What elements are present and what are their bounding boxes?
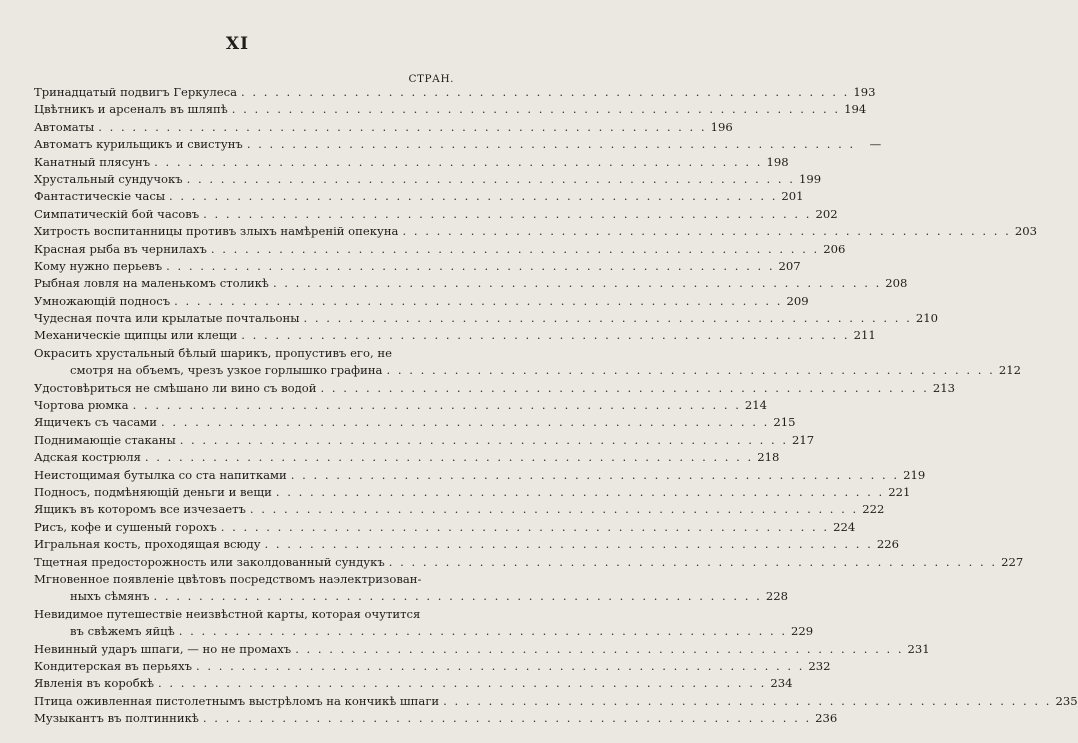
toc-page-number: 226 [876, 537, 899, 552]
toc-page-number: 228 [765, 589, 788, 604]
toc-page-number: 234 [770, 676, 793, 691]
toc-entry [34, 519, 856, 536]
toc-entry [34, 414, 796, 431]
toc-entry [34, 710, 838, 727]
toc-page-number: 198 [766, 154, 789, 169]
toc-page-number: 207 [778, 258, 801, 273]
dot-leader: . . . . . . . . . . . . . . . . . . . . . . . . . . . . . . . . . . . . . . . . . . . . . . . . . . . . . . [241, 328, 850, 343]
dot-leader: . . . . . . . . . . . . . . . . . . . . . . . . . . . . . . . . . . . . . . . . . . . . . . . . . . . . . . [290, 467, 900, 482]
toc-entry-title: Фантастическіе часы [34, 189, 166, 204]
dot-leader: . . . . . . . . . . . . . . . . . . . . . . . . . . . . . . . . . . . . . . . . . . . . . . . . . . . . . . [153, 589, 762, 604]
toc-entry-title: Адская кострюля [34, 450, 141, 465]
dot-leader: . . . . . . . . . . . . . . . . . . . . . . . . . . . . . . . . . . . . . . . . . . . . . . . . . . . . . . [264, 537, 873, 552]
toc-entry-title: Ящикъ въ которомъ все изчезаетъ [34, 502, 246, 517]
dot-leader: . . . . . . . . . . . . . . . . . . . . . . . . . . . . . . . . . . . . . . . . . . . . . . . . . . . . . . [249, 502, 859, 517]
toc-entry-title: Музыкантъ въ полтинникѣ [34, 711, 199, 726]
dot-leader: . . . . . . . . . . . . . . . . . . . . . . . . . . . . . . . . . . . . . . . . . . . . . . . . . . . . . . [246, 137, 856, 152]
toc-entry-title-line1: Мгновенное появленіе цвѣтовъ посредствомъ наэлектризован- [34, 571, 422, 586]
toc-entry [34, 345, 1021, 380]
toc-entry [34, 171, 822, 188]
toc-page-number: 236 [815, 711, 838, 726]
dot-leader: . . . . . . . . . . . . . . . . . . . . . . . . . . . . . . . . . . . . . . . . . . . . . . . . . . . . . . [154, 154, 763, 169]
toc-entry-title: Механическіе щипцы или клещи [34, 328, 238, 343]
toc-page-number: 193 [853, 85, 876, 99]
toc-entry-title: Ящичекъ съ часами [34, 415, 157, 430]
dot-leader: . . . . . . . . . . . . . . . . . . . . . . . . . . . . . . . . . . . . . . . . . . . . . . . . . . . . . . [210, 241, 820, 256]
dot-leader: . . . . . . . . . . . . . . . . . . . . . . . . . . . . . . . . . . . . . . . . . . . . . . . . . . . . . . [272, 276, 882, 291]
toc-entry [34, 154, 789, 171]
toc-entry-title: Неистощимая бутылка со ста напитками [34, 467, 287, 482]
toc-entry-title: Рисъ, кофе и сушеный горохъ [34, 519, 217, 534]
dot-leader: . . . . . . . . . . . . . . . . . . . . . . . . . . . . . . . . . . . . . . . . . . . . . . . . . . . . . . [161, 415, 770, 430]
dot-leader: . . . . . . . . . . . . . . . . . . . . . . . . . . . . . . . . . . . . . . . . . . . . . . . . . . . . . . [203, 206, 812, 221]
toc-entry-title-line1: Окрасить хрустальный бѣлый шарикъ, пропустивъ его, не [34, 345, 392, 360]
toc-page-number: 206 [823, 241, 846, 256]
toc-entry [34, 293, 809, 310]
toc-page-number: 221 [888, 484, 911, 499]
toc-entry-title: Тринадцатый подвигъ Геркулеса [34, 85, 237, 99]
dot-leader: . . . . . . . . . . . . . . . . . . . . . . . . . . . . . . . . . . . . . . . . . . . . . . . . . . . . . . [196, 658, 805, 673]
toc-entry-title-line2: ныхъ сѣмянъ [70, 589, 150, 604]
toc-entry-title: Удостовѣриться не смѣшано ли вино съ водой [34, 380, 317, 395]
toc-entry [34, 449, 780, 466]
toc-entry [34, 675, 793, 692]
page-number-roman: XI [225, 34, 250, 54]
toc-entry-title: Чортова рюмка [34, 398, 129, 413]
toc-entry-title-line2: въ свѣжемъ яйцѣ [70, 624, 175, 639]
dot-leader: . . . . . . . . . . . . . . . . . . . . . . . . . . . . . . . . . . . . . . . . . . . . . . . . . . . . . . [179, 432, 789, 447]
toc-entry [34, 397, 768, 414]
table-of-contents [34, 84, 1078, 727]
toc-page-number: 217 [792, 432, 815, 447]
dot-leader: . . . . . . . . . . . . . . . . . . . . . . . . . . . . . . . . . . . . . . . . . . . . . . . . . . . . . . [402, 224, 1011, 239]
toc-entry [34, 380, 955, 397]
toc-entry [34, 467, 926, 484]
dot-leader: . . . . . . . . . . . . . . . . . . . . . . . . . . . . . . . . . . . . . . . . . . . . . . . . . . . . . . [240, 85, 850, 99]
toc-page-number: 210 [915, 311, 938, 326]
toc-page-number: 203 [1014, 224, 1037, 239]
toc-page-number: 218 [757, 450, 780, 465]
toc-entry-title: Автоматы [34, 119, 95, 134]
dot-leader: . . . . . . . . . . . . . . . . . . . . . . . . . . . . . . . . . . . . . . . . . . . . . . . . . . . . . . [132, 398, 741, 413]
toc-entry [34, 327, 876, 344]
toc-entry [34, 188, 804, 205]
toc-page-number: 224 [833, 519, 856, 534]
dot-leader: . . . . . . . . . . . . . . . . . . . . . . . . . . . . . . . . . . . . . . . . . . . . . . . . . . . . . . [443, 693, 1052, 708]
toc-entry [34, 84, 876, 101]
toc-page-number: 199 [798, 171, 822, 186]
dot-leader: . . . . . . . . . . . . . . . . . . . . . . . . . . . . . . . . . . . . . . . . . . . . . . . . . . . . . . [220, 519, 830, 534]
toc-entry-title: Умножающій подносъ [34, 293, 171, 308]
toc-entry-title: Красная рыба въ чернилахъ [34, 241, 207, 256]
toc-entry-title: Явленія въ коробкѣ [34, 676, 154, 691]
toc-entry-title: Подносъ, подмѣняющій деньги и вещи [34, 484, 272, 499]
toc-entry [34, 119, 733, 136]
dot-leader: . . . . . . . . . . . . . . . . . . . . . . . . . . . . . . . . . . . . . . . . . . . . . . . . . . . . . . [303, 311, 912, 326]
toc-page-number: 202 [815, 206, 838, 221]
dot-leader: . . . . . . . . . . . . . . . . . . . . . . . . . . . . . . . . . . . . . . . . . . . . . . . . . . . . . . [178, 624, 788, 639]
toc-entry-title: Цвѣтникъ и арсеналъ въ шляпѣ [34, 102, 228, 117]
dot-leader: . . . . . . . . . . . . . . . . . . . . . . . . . . . . . . . . . . . . . . . . . . . . . . . . . . . . . . [186, 171, 795, 186]
dot-leader: . . . . . . . . . . . . . . . . . . . . . . . . . . . . . . . . . . . . . . . . . . . . . . . . . . . . . . [202, 711, 812, 726]
toc-entry-title: Кому нужно перьевъ [34, 258, 163, 273]
dot-leader: . . . . . . . . . . . . . . . . . . . . . . . . . . . . . . . . . . . . . . . . . . . . . . . . . . . . . . [98, 119, 707, 134]
dot-leader: . . . . . . . . . . . . . . . . . . . . . . . . . . . . . . . . . . . . . . . . . . . . . . . . . . . . . . [231, 102, 841, 117]
toc-entry [34, 275, 908, 292]
toc-page-number: 212 [998, 363, 1021, 378]
dot-leader: . . . . . . . . . . . . . . . . . . . . . . . . . . . . . . . . . . . . . . . . . . . . . . . . . . . . . . [275, 484, 885, 499]
toc-page-number: 222 [862, 502, 885, 517]
toc-entry [34, 484, 911, 501]
toc-entry-title: Поднимающіе стаканы [34, 432, 176, 447]
dot-leader: . . . . . . . . . . . . . . . . . . . . . . . . . . . . . . . . . . . . . . . . . . . . . . . . . . . . . . [158, 676, 767, 691]
dot-leader: . . . . . . . . . . . . . . . . . . . . . . . . . . . . . . . . . . . . . . . . . . . . . . . . . . . . . . [320, 380, 929, 395]
dot-leader: . . . . . . . . . . . . . . . . . . . . . . . . . . . . . . . . . . . . . . . . . . . . . . . . . . . . . . [174, 293, 783, 308]
toc-page-number: 209 [786, 293, 809, 308]
toc-page-number: 215 [773, 415, 796, 430]
page-column-header: СТРАН. [408, 73, 454, 85]
toc-entry-title: Рыбная ловля на маленькомъ столикѣ [34, 276, 269, 291]
toc-entry-title: Чудесная почта или крылатые почтальоны [34, 311, 300, 326]
toc-entry [34, 606, 814, 641]
toc-page-number: 196 [710, 119, 733, 134]
toc-entry [34, 554, 1024, 571]
toc-entry-title: Кондитерская въ перьяхъ [34, 658, 193, 673]
toc-entry-title: Игральная кость, проходящая всюду [34, 537, 261, 552]
toc-entry-title-line2: смотря на объемъ, чрезъ узкое горлышко графина [70, 363, 383, 378]
toc-page-number: 219 [903, 467, 926, 482]
toc-page-number: — [869, 137, 882, 152]
toc-entry [34, 101, 867, 118]
toc-page-number: 231 [907, 641, 930, 656]
toc-entry [34, 641, 930, 658]
toc-entry-title-line1: Невидимое путешествіе неизвѣстной карты, которая очутится [34, 606, 421, 621]
dot-leader: . . . . . . . . . . . . . . . . . . . . . . . . . . . . . . . . . . . . . . . . . . . . . . . . . . . . . . [295, 641, 904, 656]
toc-entry-title: Канатный плясунъ [34, 154, 151, 169]
toc-page-number: 201 [781, 189, 804, 204]
toc-entry-title: Симпатическій бой часовъ [34, 206, 200, 221]
toc-page-number: 235 [1055, 693, 1078, 708]
dot-leader: . . . . . . . . . . . . . . . . . . . . . . . . . . . . . . . . . . . . . . . . . . . . . . . . . . . . . . [386, 363, 995, 378]
toc-page-number: 213 [932, 380, 955, 395]
toc-entry [34, 501, 885, 518]
toc-page-number: 211 [853, 328, 876, 343]
toc-entry [34, 258, 801, 275]
toc-page-number: 227 [1001, 554, 1024, 569]
toc-entry [34, 571, 788, 606]
toc-entry-title: Хрустальный сундучокъ [34, 171, 183, 186]
toc-entry [34, 136, 882, 153]
toc-page-number: 229 [791, 624, 814, 639]
toc-entry [34, 206, 838, 223]
dot-leader: . . . . . . . . . . . . . . . . . . . . . . . . . . . . . . . . . . . . . . . . . . . . . . . . . . . . . . [166, 258, 775, 273]
toc-entry [34, 241, 846, 258]
toc-entry-title: Птица оживленная пистолетнымъ выстрѣломъ на кончикѣ шпаги [34, 693, 440, 708]
toc-page-number: 214 [744, 398, 768, 413]
toc-entry [34, 223, 1037, 240]
toc-page-number: 232 [808, 658, 831, 673]
dot-leader: . . . . . . . . . . . . . . . . . . . . . . . . . . . . . . . . . . . . . . . . . . . . . . . . . . . . . . [169, 189, 778, 204]
toc-entry-title: Невинный ударъ шпаги, — но не промахъ [34, 641, 292, 656]
dot-leader: . . . . . . . . . . . . . . . . . . . . . . . . . . . . . . . . . . . . . . . . . . . . . . . . . . . . . . [388, 554, 998, 569]
toc-entry [34, 432, 815, 449]
toc-entry [34, 693, 1078, 710]
toc-page-number: 194 [844, 102, 867, 117]
toc-entry-title: Автоматъ курильщикъ и свистунъ [34, 137, 243, 152]
toc-entry [34, 536, 899, 553]
toc-entry [34, 658, 831, 675]
dot-leader: . . . . . . . . . . . . . . . . . . . . . . . . . . . . . . . . . . . . . . . . . . . . . . . . . . . . . . [144, 450, 754, 465]
toc-entry-title: Хитрость воспитанницы противъ злыхъ намѣреній опекуна [34, 224, 399, 239]
toc-entry-title: Тщетная предосторожность или заколдованный сундукъ [34, 554, 385, 569]
toc-entry [34, 310, 938, 327]
toc-page-number: 208 [885, 276, 908, 291]
